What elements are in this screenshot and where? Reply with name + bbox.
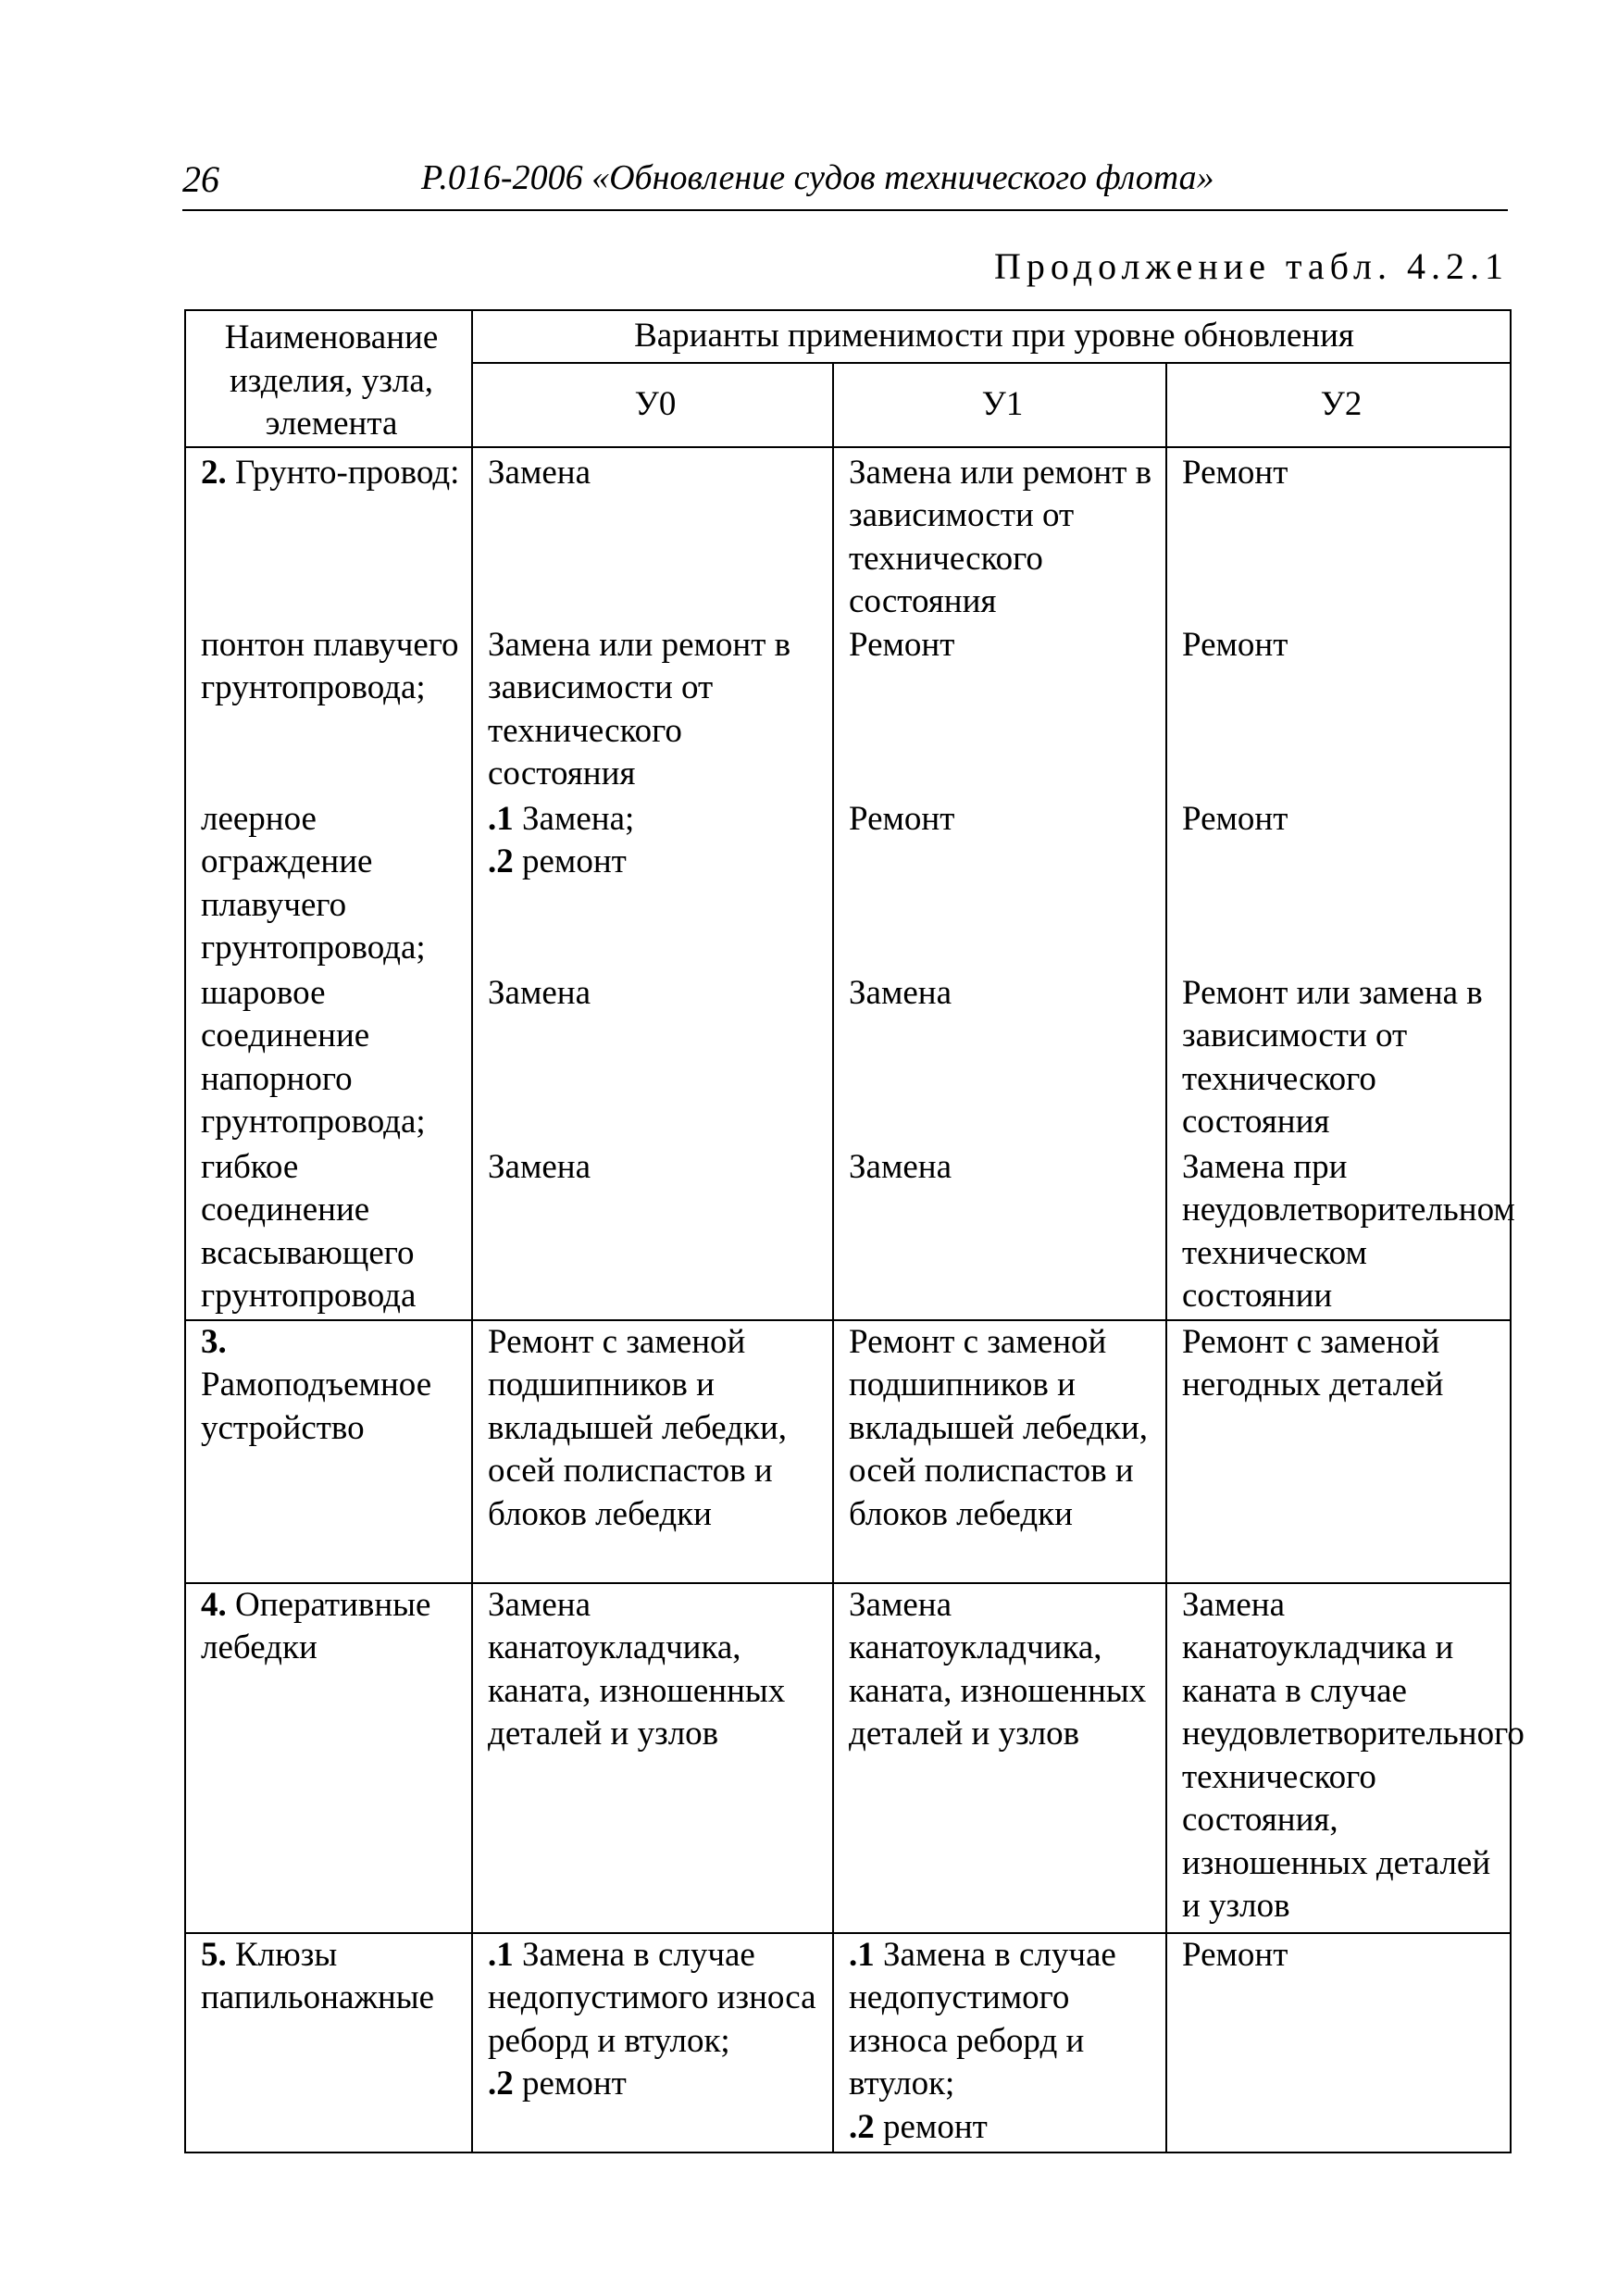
- u2-cell: Ремонт: [1166, 624, 1511, 798]
- item-cell: понтон плавучего грунтопровода;: [185, 624, 472, 798]
- item-cell: 2. Грунто-провод:: [185, 447, 472, 624]
- u2-cell: Ремонт с заменой негодных деталей: [1166, 1320, 1511, 1583]
- u1-cell: Замена: [833, 972, 1166, 1146]
- item-cell: 4. Оперативные лебедки: [185, 1583, 472, 1933]
- header-variants: Варианты применимости при уровне обновления: [472, 310, 1511, 363]
- item-cell: 3. Рамоподъемное устройство: [185, 1320, 472, 1583]
- table-row: [185, 798, 1511, 972]
- table-row: [185, 1583, 1511, 1933]
- table-row: [185, 624, 1511, 798]
- table-row: [185, 1146, 1511, 1320]
- u2-cell: Замена канатоукладчика и каната в случае неудовлетворительного технического состояния, изношенных деталей и узлов: [1166, 1583, 1511, 1933]
- table-continuation-caption: Продолжение табл. 4.2.1: [994, 245, 1509, 287]
- u0-cell: Замена: [472, 972, 833, 1146]
- header-item: Наименование изделия, узла, элемента: [185, 310, 472, 447]
- u2-cell: Ремонт: [1166, 447, 1511, 624]
- u0-cell: Замена канатоукладчика, каната, изношенных деталей и узлов: [472, 1583, 833, 1933]
- u2-cell: Замена при неудовлетворительном техническом состоянии: [1166, 1146, 1511, 1320]
- document-title: Р.016-2006 «Обновление судов технического флота»: [421, 158, 1214, 197]
- u1-cell: .1 Замена в случае недопустимого износа реборд и втулок; .2 ремонт: [833, 1933, 1166, 2152]
- u1-cell: Ремонт: [833, 798, 1166, 972]
- item-cell: шаровое соединение напорного грунтопровода;: [185, 972, 472, 1146]
- u0-cell: Замена: [472, 1146, 833, 1320]
- table-row: [185, 1933, 1511, 2152]
- u0-cell: .1 Замена в случае недопустимого износа реборд и втулок; .2 ремонт: [472, 1933, 833, 2152]
- u2-cell: Ремонт: [1166, 798, 1511, 972]
- item-cell: 5. Клюзы папильонажные: [185, 1933, 472, 2152]
- u1-cell: Замена: [833, 1146, 1166, 1320]
- applicability-table: [184, 309, 1525, 2153]
- header-level-u1: У1: [833, 363, 1166, 447]
- table-row: [185, 1320, 1511, 1583]
- u1-cell: Замена или ремонт в зависимости от технического состояния: [833, 447, 1166, 624]
- header-level-u2: У2: [1166, 363, 1511, 447]
- table-row: [185, 447, 1511, 624]
- u1-cell: Ремонт: [833, 624, 1166, 798]
- u0-cell: .1 Замена; .2 ремонт: [472, 798, 833, 972]
- u0-cell: Замена или ремонт в зависимости от технического состояния: [472, 624, 833, 798]
- page-header: [182, 157, 1508, 211]
- u0-cell: Замена: [472, 447, 833, 624]
- table-row: [185, 972, 1511, 1146]
- item-cell: леерное ограждение плавучего грунтопровода;: [185, 798, 472, 972]
- header-level-u0: У0: [472, 363, 833, 447]
- u2-cell: Ремонт: [1166, 1933, 1511, 2152]
- u2-cell: Ремонт или замена в зависимости от технического состояния: [1166, 972, 1511, 1146]
- page-number: 26: [182, 158, 219, 200]
- item-cell: гибкое соединение всасывающего грунтопровода: [185, 1146, 472, 1320]
- u0-cell: Ремонт с заменой подшипников и вкладышей лебедки, осей полиспастов и блоков лебедки: [472, 1320, 833, 1583]
- u1-cell: Замена канатоукладчика, каната, изношенных деталей и узлов: [833, 1583, 1166, 1933]
- u1-cell: Ремонт с заменой подшипников и вкладышей лебедки, осей полиспастов и блоков лебедки: [833, 1320, 1166, 1583]
